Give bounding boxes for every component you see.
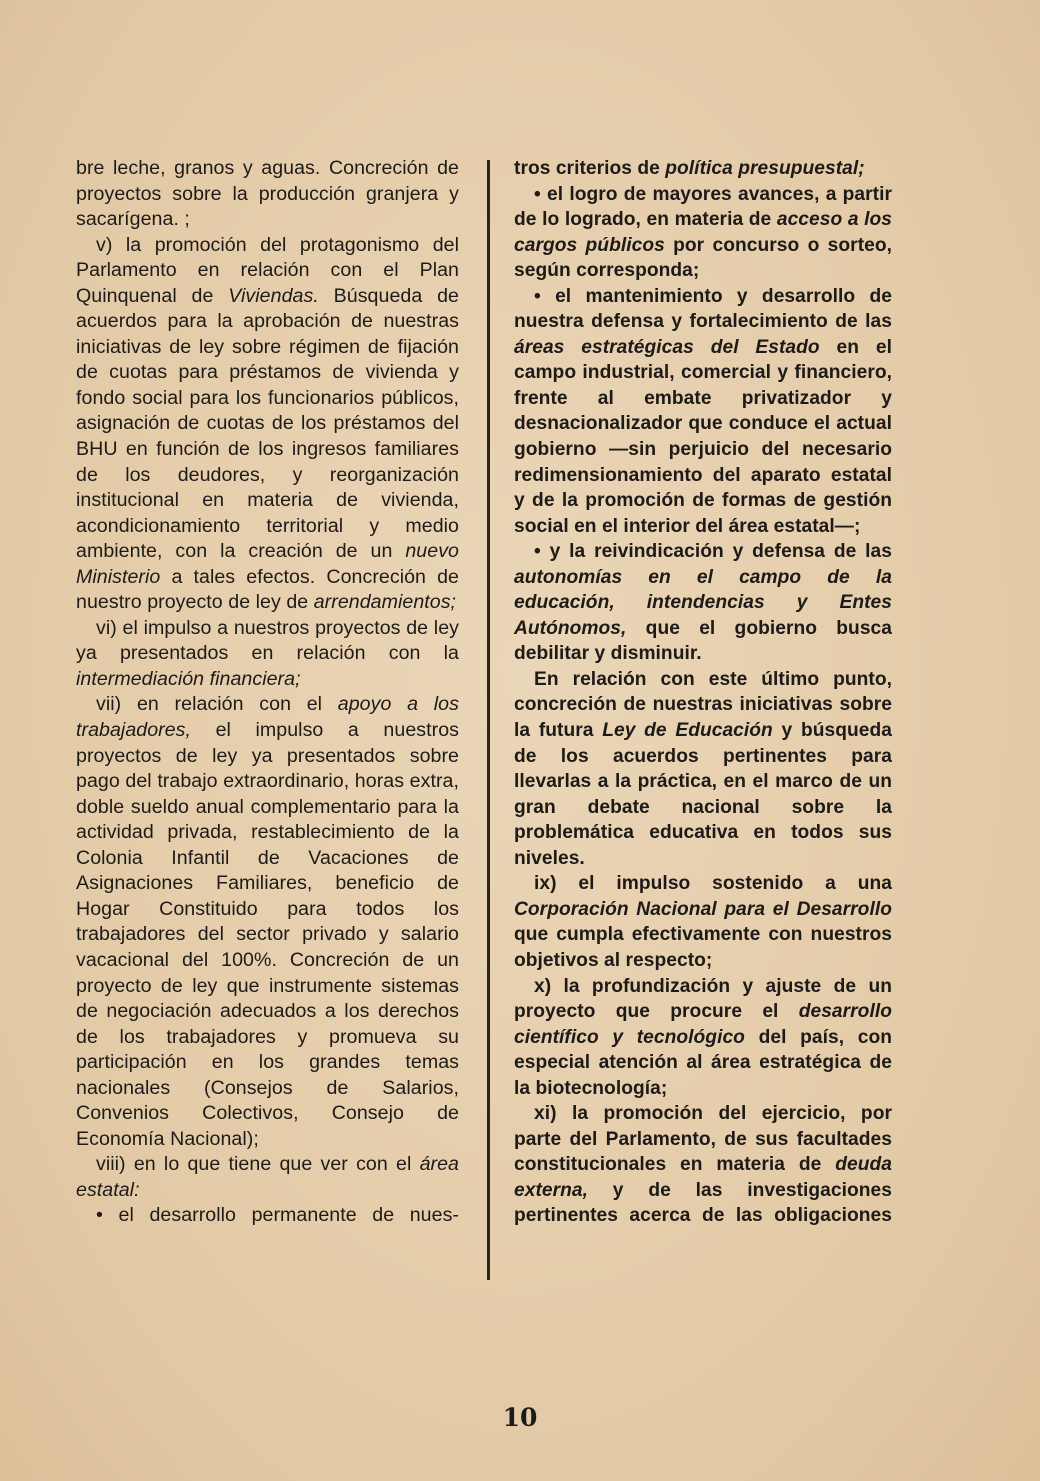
right-column <box>514 156 892 1229</box>
emphasis: apoyo a los trabajadores, <box>76 693 459 742</box>
item-xi-external-debt: xi) la promoción del ejercicio, por parte del Parlamento, de sus facultades constitucionales en materia de deuda externa, y de las investigaciones pertinentes acerca de las obligaciones <box>514 1103 892 1227</box>
item-vii-workers-support: vii) en relación con el apoyo a los trabajadores, el impulso a nuestros proyectos de ley ya presentados sobre pago del trabajo extraordinario, horas extra, doble sueldo anual complementario para la actividad privada, restablecimiento de la Colonia Infantil de Vacaciones de Asignaciones Familiares, beneficio de Hogar Constituido para todos los trabajadores del sector privado y salario vacacional del 100%. Concreción de un proyecto de ley que instrumente sistemas de negociación adecuados a los derechos de los trabajadores y promueva su participación en los grandes temas nacionales (Consejos de Salarios, Convenios Colectivos, Consejo de Economía Nacional); <box>76 693 459 1150</box>
bullet-strategic-areas: • el mantenimiento y desarrollo de nuestra defensa y fortalecimiento de las áreas estratégicas del Estado en el campo industrial, comercial y financiero, frente al embate privatizador y desnacionalizador que conduce el actual gobierno —sin perjuicio del necesario redimensionamiento del aparato estatal y de la promoción de formas de gestión social en el interior del área estatal—; <box>514 285 892 537</box>
emphasis: área estatal: <box>76 1153 459 1201</box>
bullet-autonomies: • y la reivindicación y defensa de las autonomías en el campo de la educación, intendencias y Entes Autónomos, que el gobierno busca debilitar y disminuir. <box>514 541 892 665</box>
emphasis: acceso a los cargos públicos <box>514 209 893 256</box>
emphasis: deuda externa, <box>514 1154 892 1201</box>
paragraph: tros criterios de política presupuestal; <box>514 158 865 179</box>
emphasis: política presupuestal; <box>665 158 865 179</box>
bullet-public-office: • el logro de mayores avances, a partir de lo logrado, en materia de acceso a los cargos públicos por concurso o sorteo, según corresponda; <box>514 183 893 282</box>
emphasis: nuevo Ministerio <box>76 540 459 588</box>
emphasis: autonomías en el campo de la educación, intendencias y Entes Autónomos, <box>514 566 892 639</box>
emphasis: intermediación financiera; <box>76 667 301 690</box>
item-ix-corporation: ix) el impulso sostenido a una Corporación Nacional para el Desarrollo que cumpla efectivamente con nuestros objetivos al respecto; <box>514 873 892 971</box>
emphasis: arrendamientos; <box>313 591 457 614</box>
bullet-development: • el desarrollo permanente de nues- <box>96 1204 459 1227</box>
emphasis: áreas estratégicas del Estado <box>514 336 820 358</box>
paragraph: bre leche, granos y aguas. Concreción de proyectos sobre la producción granjera y sacarígena. ; <box>76 157 459 231</box>
emphasis: Viviendas. <box>228 284 319 307</box>
item-x-science-technology: x) la profundización y ajuste de un proyecto que procure el desarrollo científico y tecnológico del país, con especial atención al área estratégica de la biotecnología; <box>514 975 892 1099</box>
column-divider <box>487 160 490 1280</box>
emphasis: desarrollo científico y tecnológico <box>514 1001 892 1048</box>
paragraph-education: En relación con este último punto, concreción de nuestras iniciativas sobre la futura Ley de Educación y búsqueda de los acuerdos pertinentes para llevarlas a la práctica, en el marco de un gran debate nacional sobre la problemática educativa en todos sus niveles. <box>514 668 892 869</box>
left-column <box>76 156 459 1229</box>
page-number: 10 <box>502 1403 538 1432</box>
emphasis: Corporación Nacional para el Desarrollo <box>514 898 892 920</box>
item-viii-state-area: viii) en lo que tiene que ver con el área estatal: <box>76 1153 459 1201</box>
item-v-housing: v) la promoción del protagonismo del Parlamento en relación con el Plan Quinquenal de Viviendas. Búsqueda de acuerdos para la aprobación de nuestras iniciativas de ley sobre régimen de fijación de cuotas para préstamos de vivienda y fondo social para los funcionarios públicos, asignación de cuotas de los préstamos del BHU en función de los ingresos familiares de los deudores, y reorganización institucional en materia de vivienda, acondicionamiento territorial y medio ambiente, con la creación de un nuevo Ministerio a tales efectos. Concreción de nuestro proyecto de ley de arrendamientos; <box>76 233 459 614</box>
item-vi-financial-intermediation: vi) el impulso a nuestros proyectos de ley ya presentados en relación con la intermediación financiera; <box>76 616 459 690</box>
emphasis: Ley de Educación <box>602 720 773 742</box>
